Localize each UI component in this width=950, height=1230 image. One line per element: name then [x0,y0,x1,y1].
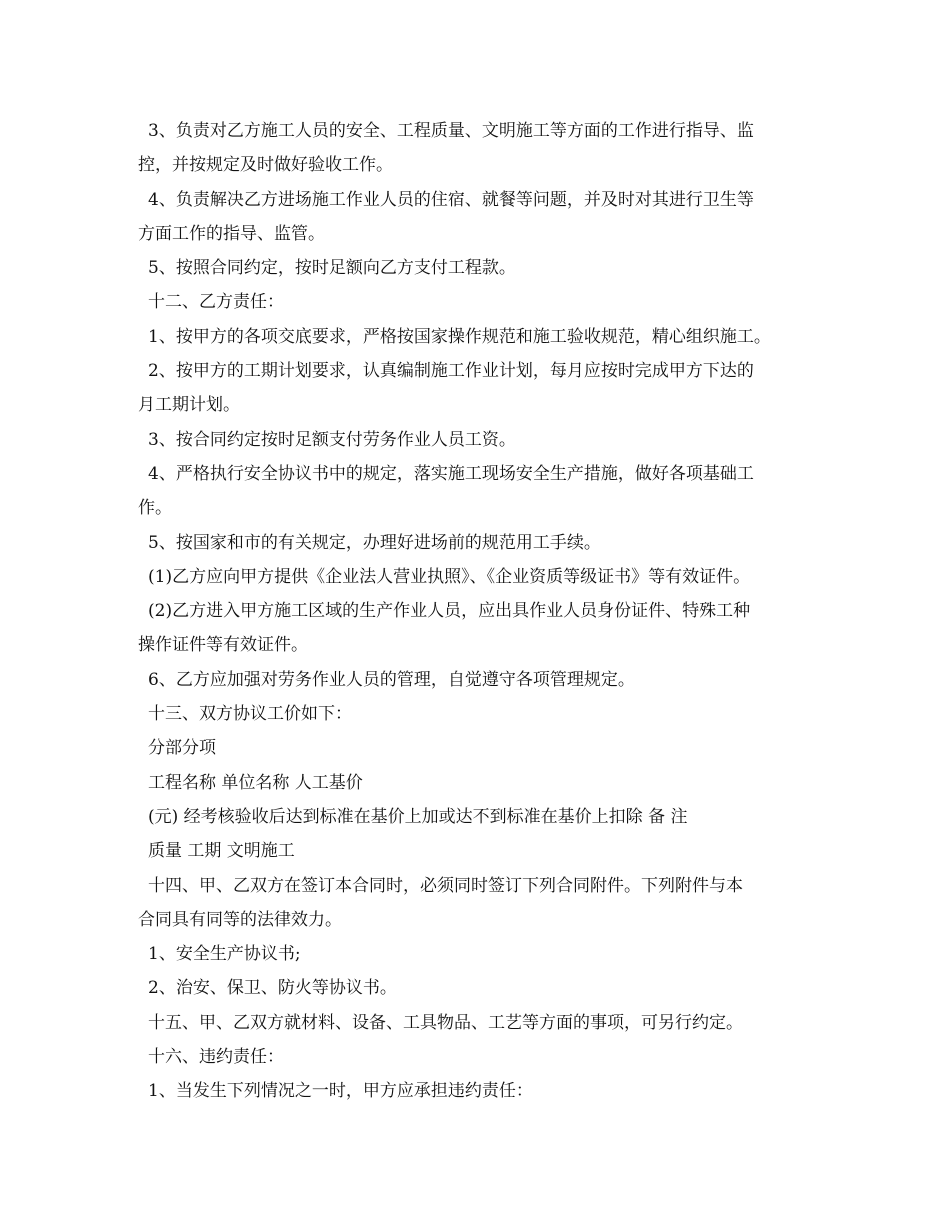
text-line: 1、按甲方的各项交底要求，严格按国家操作规范和施工验收规范，精心组织施工。 [148,326,771,347]
text-line: 4、负责解决乙方进场施工作业人员的住宿、就餐等问题，并及时对其进行卫生等 [148,189,754,210]
text-line: 十四、甲、乙双方在签订本合同时，必须同时签订下列合同附件。下列附件与本 [148,875,743,896]
text-line: 方面工作的指导、监管。 [138,223,325,244]
text-line: 1、安全生产协议书; [148,944,301,965]
text-line: 4、严格执行安全协议书中的规定，落实施工现场安全生产措施，做好各项基础工 [148,463,754,484]
text-line: 2、按甲方的工期计划要求，认真编制施工作业计划，每月应按时完成甲方下达的 [148,361,754,382]
text-line: 十二、乙方责任： [148,292,284,313]
text-line: (1)乙方应向甲方提供《企业法人营业执照》、《企业资质等级证书》等有效证件。 [148,566,751,587]
text-line: 控，并按规定及时做好验收工作。 [138,155,393,176]
text-line: 分部分项 [148,738,216,759]
text-line: (2)乙方进入甲方施工区域的生产作业人员，应出具作业人员身份证件、特殊工种 [148,601,751,622]
text-line: 十五、甲、乙双方就材料、设备、工具物品、工艺等方面的事项，可另行约定。 [148,1012,743,1033]
text-line: 操作证件等有效证件。 [138,635,308,656]
text-line: 月工期计划。 [138,395,240,416]
text-line: 6、乙方应加强对劳务作业人员的管理，自觉遵守各项管理规定。 [148,669,635,690]
text-line: 工程名称 单位名称 人工基价 [148,772,363,793]
text-line: 3、按合同约定按时足额支付劳务作业人员工资。 [148,429,516,450]
text-line: 5、按照合同约定，按时足额向乙方支付工程款。 [148,258,516,279]
text-line: 5、按国家和市的有关规定，办理好进场前的规范用工手续。 [148,532,601,553]
text-line: 十六、违约责任： [148,1047,284,1068]
text-line: 3、负责对乙方施工人员的安全、工程质量、文明施工等方面的工作进行指导、监 [148,121,754,141]
text-line: 2、治安、保卫、防火等协议书。 [148,978,397,999]
text-line: 质量 工期 文明施工 [148,841,295,862]
text-line: (元) 经考核验收后达到标准在基价上加或达不到标准在基价上扣除 备 注 [148,806,688,827]
text-line: 作。 [138,498,172,519]
text-line: 合同具有同等的法律效力。 [138,909,342,930]
document-body [138,114,824,1109]
text-line: 1、当发生下列情况之一时，甲方应承担违约责任： [148,1081,533,1102]
text-line: 十三、双方协议工价如下： [148,704,352,725]
